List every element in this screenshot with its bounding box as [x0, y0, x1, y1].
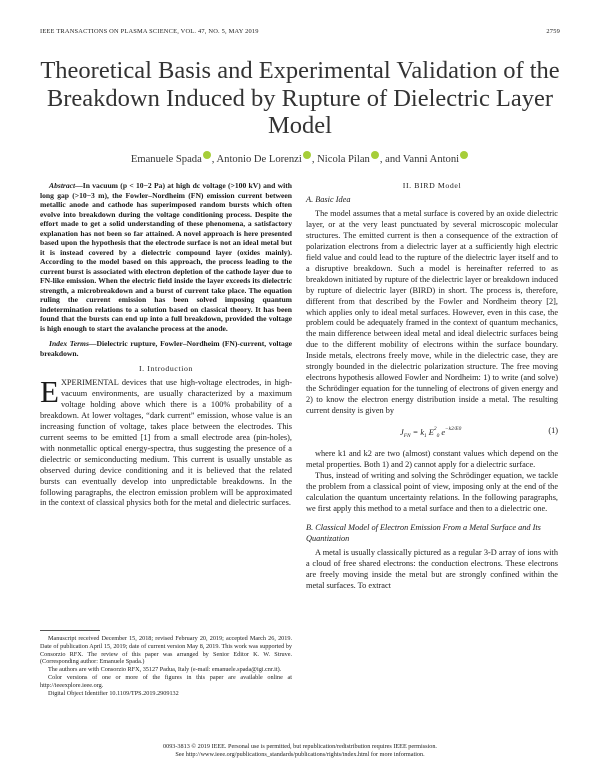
subsection-heading-basic-idea: A. Basic Idea: [306, 195, 351, 204]
author-separator: ,: [211, 154, 215, 165]
eq-exponent: −k2/E0: [445, 426, 462, 433]
footnote-rule: [40, 630, 100, 631]
footnote-manuscript: Manuscript received December 15, 2018; revised February 20, 2019; accepted March 26, 2019. Date of publication April 15, 2019; date of current version May 8, 2019. This work was supported by Consorzio RFX. The review of this paper was arranged by Senior Editor K. W. Struve. (Corresponding author: Emanuele Spada.): [40, 635, 292, 666]
subsection-heading-classical-model: B. Classical Model of Electron Emission From a Metal Surface and Its Quantization: [306, 522, 541, 543]
copyright-line: 0093-3813 © 2019 IEEE. Personal use is permitted, but republication/redistribution requires IEEE permission.: [163, 743, 437, 750]
orcid-icon[interactable]: [203, 151, 211, 159]
eq-symbol: E: [426, 428, 434, 438]
equation-1: [306, 421, 558, 445]
equation-body: [400, 426, 461, 439]
footnotes: [40, 630, 292, 697]
copyright-footer: [40, 743, 560, 759]
author-name: Nicola Pilan: [317, 154, 370, 165]
abstract-text: In vacuum (p < 10−2 Pa) at high dc voltage (>100 kV) and with long gap (>10−3 m), the Fowler–Nordheim (FN) emission current between metallic anode and cathode has superimposed random bursts which often evolve into breakdown during the voltage conditioning process. Despite the effort made to get a solid understanding of these phenomena, a satisfactory explanation has not been so far attained. A novel approach is here presented based upon the hypothesis that the electrode surface is not an ideal metal but it is instead covered by a dielectric compound layer (oxides mainly). According to the model based on this approach, the process leading to the current burst is associated with electron depletion of the cathode layer due to FN-like emission. When the electric field inside the layer exceeds its dielectric strength, a microbreakdown and a burst of current take place. The equation ruling the current emission has been solved imposing quantum indetermination relations to a solution based on classical theory. It has been found that the bursts can end up into a full breakdown, provided the voltage is high enough to start the avalanche process at the anode.: [40, 181, 292, 333]
bird-paragraph: A metal is usually classically pictured as a regular 3-D array of ions with a cloud of free shared electrons: the conduction electrons. These electrons are freely moving inside the metal but are strongly confined within the metal surfaces. To extract: [306, 547, 558, 590]
author-name: Antonio De Lorenzi: [216, 154, 302, 165]
page-number: 2759: [546, 28, 560, 35]
bird-paragraph: Thus, instead of writing and solving the Schrödinger equation, we tackle the problem from a classical point of view, imposing only at the end of the calculation the quantum uncertainty relations. In the following paragraphs, we first apply this method to a metal surface and then to a dielectric one.: [306, 470, 558, 513]
author-list: [40, 151, 560, 165]
section-heading-introduction: I. Introduction: [138, 364, 194, 373]
orcid-icon[interactable]: [371, 151, 379, 159]
eq-subscript: 1: [424, 433, 427, 440]
index-terms-label: Index Terms—: [49, 339, 97, 348]
author-name: Vanni Antoni: [402, 154, 460, 165]
eq-symbol: J: [400, 428, 404, 438]
section-heading-bird: II. BIRD Model: [402, 181, 462, 190]
author-separator: ,: [311, 154, 315, 165]
eq-symbol: e: [439, 428, 446, 438]
author-separator: , and: [379, 154, 401, 165]
intro-text: XPERIMENTAL devices that use high-voltage electrodes, in high-vacuum environments, are usually characterized by a maximum voltage holding above which there is a 100% probability of a breakdown. At lower voltages, “dark current” emission, whose value is an increasing function of voltage, takes place between the electrodes. This current seems to be emitted [1] from a small electrode area (pin-holes), with nonmetallic optical energy-spectra, thus suggesting the presence of a dielectric or semiconducting medium. This current is usually unstable as observed during device conditioning and it is believed that the related bursts can eventually develop into unpredictable breakdowns. In the following paragraphs, the electron emission problem will be approximated in the context of classical physics both for the metal and dielectric surfaces.: [40, 378, 292, 508]
paper-title: Theoretical Basis and Experimental Validation of the Breakdown Induced by Rupture of Dielectric Layer Model: [40, 57, 560, 139]
author-name: Emanuele Spada: [130, 154, 202, 165]
right-column: [306, 181, 558, 592]
index-terms-text: Dielectric rupture, Fowler–Nordheim (FN)-current, voltage breakdown.: [40, 339, 292, 358]
eq-symbol: = k: [410, 428, 425, 438]
eq-subscript: 0: [436, 433, 440, 440]
intro-paragraph: [40, 374, 292, 509]
eq-superscript: 2: [433, 426, 437, 433]
footnote-color: Color versions of one or more of the figures in this paper are available online at http://ieeexplore.ieee.org.: [40, 673, 292, 689]
orcid-icon[interactable]: [460, 151, 468, 159]
bird-paragraph: The model assumes that a metal surface is covered by an oxide dielectric layer, or at the very least punctuated by several microscopic molecular structures. The emitted current is then a consequence of the extraction of polarization electrons from a dielectric layer at a sufficiently high electric field value and could lead to the rupture of the dielectric layer itself and to a disruptive breakdown. Such a model is hereinafter referred to as breakdown initiated by rupture of the dielectric layer or breakdown induced by rupture of dielectric layer (BIRD) in short. The process is, therefore, different from that described by the Fowler and Nordheim theory [2], which applies only to ideal metal surfaces. However, even in this case, the problem could be adequately framed in the context of quantum mechanics, the main difference between ideal metal and ideal dielectric surfaces being due to the different mobility of electrons within the surface boundary. Inside metals, electrons freely move, while in the dielectric case, they are strongly bounded in the dielectric polarization structure. The free moving electrons hypothesis allowed Fowler and Nordheim: 1) to write (and solve) the Schrödinger equation for the tunneling of electrons of given energy and 2) to know the electron energy distribution inside a metal. The resulting current density is given by: [306, 208, 558, 416]
journal-name: IEEE TRANSACTIONS ON PLASMA SCIENCE, VOL. 47, NO. 5, MAY 2019: [40, 28, 259, 35]
abstract: [40, 181, 292, 333]
rights-link-line: See http://www.ieee.org/publications_standards/publications/rights/index.html for more information.: [175, 751, 425, 758]
left-column: [40, 181, 292, 509]
bird-paragraph: where k1 and k2 are two (almost) constant values which depend on the metal properties. Both 1) and 2) cannot apply for a dielectric surface.: [306, 449, 558, 470]
index-terms: [40, 339, 292, 358]
abstract-label: Abstract—: [49, 181, 83, 190]
running-head: [40, 28, 560, 38]
eq-subscript: FN: [403, 433, 411, 440]
equation-number: (1): [548, 426, 558, 436]
orcid-icon[interactable]: [303, 151, 311, 159]
footnote-doi: Digital Object Identifier 10.1109/TPS.2019.2909132: [48, 689, 179, 697]
drop-cap: E: [40, 374, 59, 409]
footnote-affiliation: The authors are with Consorzio RFX, 35127 Padua, Italy (e-mail: emanuele.spada@igi.cnr.it).: [48, 666, 282, 674]
